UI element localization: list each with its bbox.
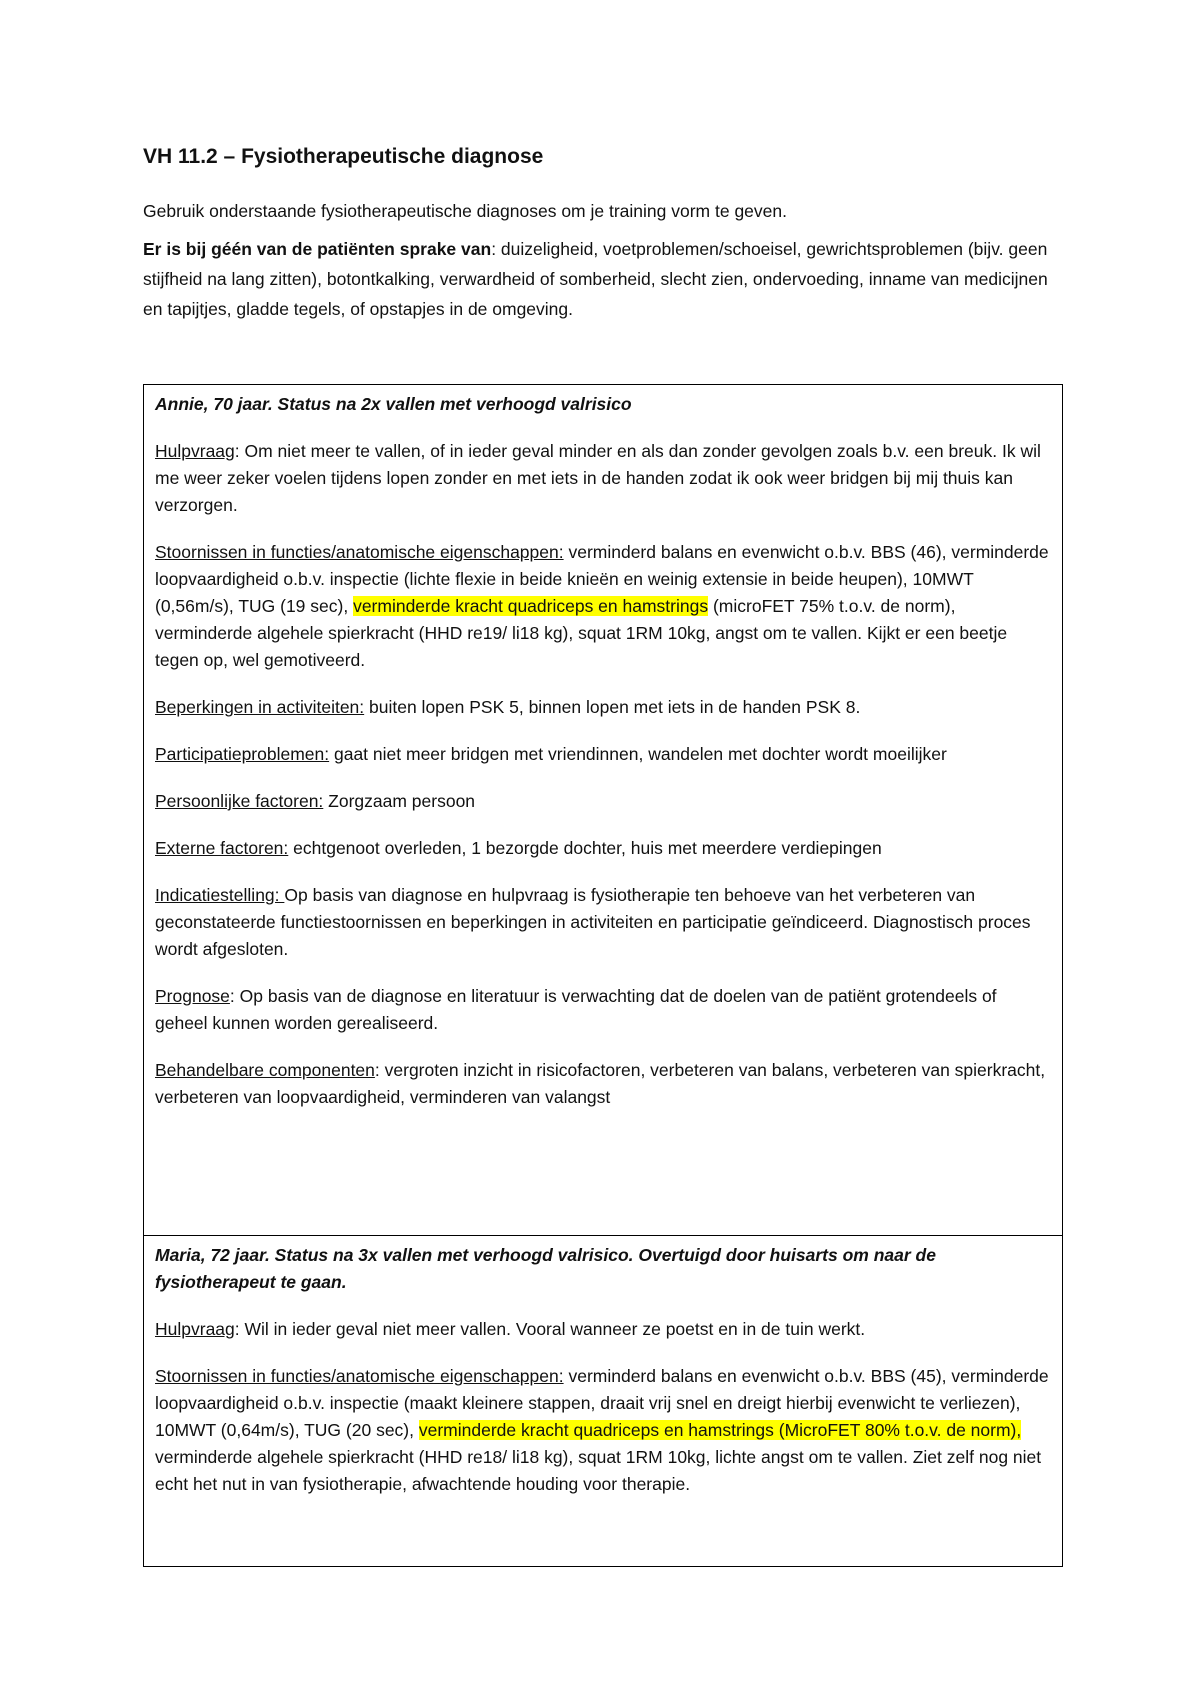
intro-text: Gebruik onderstaande fysiotherapeutische diagnoses om je training vorm te geven. (143, 201, 787, 221)
section-label: Indicatiestelling: (155, 885, 285, 905)
highlighted-text: verminderde kracht quadriceps en hamstrings (353, 596, 709, 616)
section-text: : Op basis van de diagnose en literatuur is verwachting dat de doelen van de patiënt grotendeels of geheel kunnen worden gerealiseerd. (155, 986, 997, 1033)
hulpvraag-section (155, 1316, 1051, 1343)
section-text: echtgenoot overleden, 1 bezorgde dochter, huis met meerdere verdiepingen (288, 838, 882, 858)
document-title: VH 11.2 – Fysiotherapeutische diagnose (143, 145, 544, 168)
section-text: verminderde algehele spierkracht (HHD re18/ li18 kg), squat 1RM 10kg, lichte angst om te vallen. Ziet zelf nog niet echt het nut in van fysiotherapie, afwachtende houding voor therapie. (155, 1447, 1042, 1494)
stoornissen-section (155, 539, 1051, 674)
section-text: gaat niet meer bridgen met vriendinnen, wandelen met dochter wordt moeilijker (329, 744, 947, 764)
exclusion-note-colon: : (491, 239, 497, 259)
exclusion-note-lead: Er is bij géén van de patiënten sprake van (143, 239, 492, 259)
highlighted-text: verminderde kracht quadriceps en hamstrings (MicroFET 80% t.o.v. de norm), (418, 1420, 1022, 1440)
case-title: Annie, 70 jaar. Status na 2x vallen met verhoogd valrisico (155, 394, 632, 414)
persoonlijke-factoren-section (155, 788, 1051, 815)
behandelbare-componenten-section (155, 1057, 1051, 1111)
section-label: Stoornissen in functies/anatomische eigenschappen: (155, 542, 564, 562)
section-label: Hulpvraag (155, 441, 235, 461)
case-table (143, 384, 1063, 1567)
section-text: Zorgzaam persoon (323, 791, 476, 811)
section-text: (microFET 75% t.o.v. de norm), verminderde algehele spierkracht (HHD re19/ li18 kg), squat 1RM 10kg, angst om te vallen. Kijkt er een beetje tegen op, wel gemotiveerd. (155, 596, 1008, 670)
exclusion-note-text: duizeligheid, voetproblemen/schoeisel, gewrichtsproblemen (bijv. geen stijfheid na lang zitten), botontkalking, verwardheid of somberheid, slecht zien, ondervoeding, inname van medicijnen en tapijtjes, gladde tegels, of opstapjes in de omgeving. (143, 239, 1048, 319)
indicatiestelling-section (155, 882, 1051, 963)
section-label: Hulpvraag (155, 1319, 235, 1339)
externe-factoren-section (155, 835, 1051, 862)
section-label: Stoornissen in functies/anatomische eigenschappen: (155, 1366, 564, 1386)
case-title: Maria, 72 jaar. Status na 3x vallen met verhoogd valrisico. Overtuigd door huisarts om naar de fysiotherapeut te gaan. (155, 1245, 936, 1292)
section-text: verminderd balans en evenwicht o.b.v. BBS (45), verminderde loopvaardigheid o.b.v. inspectie (maakt kleinere stappen, draait vrij snel en dreigt hierbij evenwicht te verliezen), 10MWT (0,64m/s), TUG (20 sec), (155, 1366, 1049, 1440)
section-label: Prognose (155, 986, 230, 1006)
document-page (143, 140, 1063, 324)
stoornissen-section (155, 1363, 1051, 1498)
section-text: : vergroten inzicht in risicofactoren, verbeteren van balans, verbeteren van spierkracht, verbeteren van loopvaardigheid, verminderen van valangst (155, 1060, 1046, 1107)
section-label: Externe factoren: (155, 838, 289, 858)
case-box-maria (144, 1235, 1062, 1566)
hulpvraag-section (155, 438, 1051, 519)
exclusion-note (143, 234, 1063, 324)
beperkingen-section (155, 694, 1051, 721)
case-box-annie (144, 385, 1062, 1235)
section-label: Beperkingen in activiteiten: (155, 697, 365, 717)
section-text: : Om niet meer te vallen, of in ieder geval minder en als dan zonder gevolgen zoals b.v. een breuk. Ik wil me weer zeker voelen tijdens lopen zonder en met iets in de handen zodat ik ook weer bridgen bij mij thuis kan verzorgen. (155, 441, 1041, 515)
section-label: Persoonlijke factoren: (155, 791, 324, 811)
section-text: : Wil in ieder geval niet meer vallen. Vooral wanneer ze poetst en in de tuin werkt. (234, 1319, 866, 1339)
section-label: Behandelbare componenten (155, 1060, 375, 1080)
prognose-section (155, 983, 1051, 1037)
section-text: Op basis van diagnose en hulpvraag is fysiotherapie ten behoeve van het verbeteren van geconstateerde functiestoornissen en beperkingen in activiteiten en participatie geïndiceerd. Diagnostisch proces wordt afgesloten. (155, 885, 1031, 959)
participatie-section (155, 741, 1051, 768)
section-text: verminderd balans en evenwicht o.b.v. BBS (46), verminderde loopvaardigheid o.b.v. inspectie (lichte flexie in beide knieën en weinig extensie in beide heupen), 10MWT (0,56m/s), TUG (19 sec), (155, 542, 1049, 616)
section-text: buiten lopen PSK 5, binnen lopen met iets in de handen PSK 8. (364, 697, 861, 717)
section-label: Participatieproblemen: (155, 744, 330, 764)
